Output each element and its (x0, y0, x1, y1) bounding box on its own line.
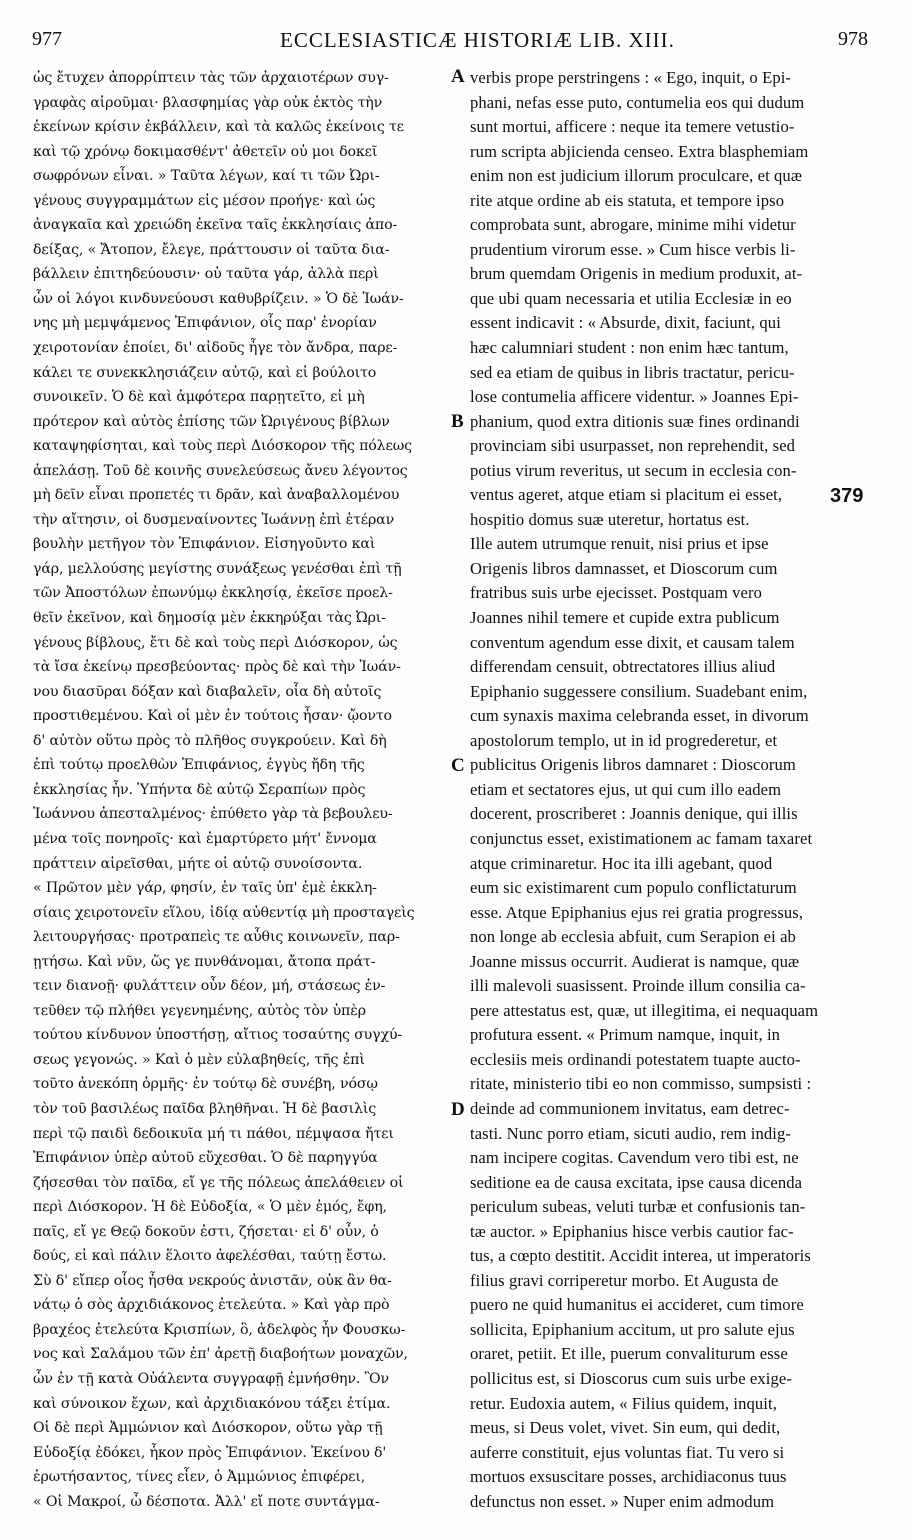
greek-text-line: γραφὰς αἱροῦμαι· βλασφημίας γὰρ οὐκ ἐκτὸς τὴν (33, 94, 383, 111)
latin-text-line: publicitus Origenis libros damnaret : Dioscorum (470, 755, 796, 775)
latin-text-line: oraret, petiit. Et ille, puerum convaliturum esse (470, 1344, 788, 1364)
latin-text-line: sed ea etiam de quibus in libris tractatur, pericu- (470, 362, 795, 382)
greek-text-line: ἐρωτήσαντος, τίνες εἶεν, ὁ Ἀμμώνιος ἐπιφέρει, (33, 1469, 366, 1486)
latin-text-line: phanium, quod extra ditionis suæ fines ordinandi (470, 411, 800, 431)
greek-text-line: « Οἱ Μακροί, ὦ δέσποτα. Ἀλλ' εἴ ποτε συντάγμα- (33, 1493, 380, 1510)
greek-text-line: κάλει τε συνεκκλησιάζειν αὐτῷ, καὶ εἰ βούλοιτο (33, 364, 377, 381)
marginal-number: 379 (830, 485, 864, 507)
greek-text-line: ὡς ἔτυχεν ἀπορρίπτειν τὰς τῶν ἀρχαιοτέρων συγ- (33, 70, 389, 86)
latin-text-line: retur. Eudoxia autem, « Filius quidem, inquit, (470, 1393, 777, 1413)
greek-text-line: μὴ δεῖν εἶναι προπετές τι δρᾶν, καὶ ἀναβαλλομένου (33, 487, 400, 504)
greek-text-line: τούτου κίνδυνον ὑποστήσῃ, αἴτιος τοσαύτης συγχύ- (33, 1027, 403, 1044)
section-marker-b: B (451, 411, 464, 432)
greek-text-line: ἀπελάσῃ. Τοῦ δὲ κοινῆς συνελεύσεως ἄνευ λέγοντος (33, 462, 408, 479)
latin-text-line: apostolorum templo, ut in id progrederetur, et (470, 730, 778, 750)
latin-text-line: docerent, proscriberet : Joannis denique, qui illis (470, 804, 798, 824)
greek-text-line: ῃτήσω. Καὶ νῦν, ὥς γε πυνθάνομαι, ἄτοπα πράτ- (33, 953, 376, 970)
latin-text-line: essent indicavit : « Absurde, dixit, faciunt, qui (470, 313, 781, 333)
latin-text-line: conventum agendum esse dixit, et causam talem (470, 632, 795, 652)
greek-text-line: δείξας, « Ἄτοπον, ἔλεγε, πράττουσιν οἱ ταῦτα δια- (33, 241, 390, 258)
running-header (0, 28, 910, 58)
greek-text-line: τὸν τοῦ βασιλέως παῖδα βληθῆναι. Ἡ δὲ βασιλὶς (33, 1100, 377, 1117)
greek-text-line: πράττειν αἱρεῖσθαι, μήτε οἱ αὐτῷ συνοίσοντα. (33, 855, 363, 872)
latin-text-line: prudentium virorum esse. » Cum hisce verbis li- (470, 239, 796, 259)
latin-text-line: seditione ea de causa excitata, ipse causa dicenda (470, 1172, 803, 1192)
section-marker-c: C (451, 755, 465, 776)
greek-text-line: νου διασῦραι δόξαν καὶ διαβαλεῖν, οἷα δὴ αὐτοῖς (33, 683, 382, 700)
greek-text-line: περὶ Διόσκορον. Ἡ δὲ Εὐδοξία, « Ὁ μὲν ἐμός, ἔφη, (33, 1199, 387, 1216)
latin-text-line: ritate, ministerio tibi eo non commisso, sumpsisti : (470, 1074, 812, 1094)
greek-text-line: Οἱ δὲ περὶ Ἀμμώνιον καὶ Διόσκορον, οὕτω γὰρ τῇ (33, 1420, 383, 1437)
latin-text-line: provinciam sibi usurpasset, non reprehendit, sed (470, 436, 796, 456)
latin-text-line: differendam censuit, obtrectatores illius aliud (470, 657, 776, 677)
latin-text-line: Joannes nihil temere et cupide extra publicum (470, 608, 780, 628)
latin-text-line: nam incipere cogitas. Cavendum vero tibi est, ne (470, 1148, 799, 1168)
latin-text-line: tus, a cœpto destitit. Accidit interea, ut imperatoris (470, 1246, 811, 1266)
greek-text-line: δούς, εἰ καὶ πάλιν ἕλοιτο ἀφελέσθαι, ταύτῃ ἔστω. (33, 1248, 387, 1265)
page-number-left: 977 (32, 28, 62, 50)
latin-text-line: pollicitus est, si Dioscorus cum suis urbe exige- (470, 1368, 792, 1388)
latin-text-line: hospitio domus suæ uteretur, hortatus est. (470, 509, 750, 529)
greek-text-line: δ' αὐτὸν οὕτω πρὸς τὸ πλῆθος συγκρούειν. Καὶ δὴ (33, 732, 387, 749)
page-number-right: 978 (838, 28, 868, 50)
greek-text-line: ἐπὶ τούτῳ προελθὼν Ἐπιφάνιος, ἐγγὺς ἤδη τῆς (33, 757, 365, 774)
greek-text-line: βάλλειν ἐπιτηδεύουσιν· οὐ ταῦτα γάρ, ἀλλὰ περὶ (33, 266, 379, 283)
greek-text-line: νος καὶ Σαλάμου τῶν ἐπ' ἀρετῇ διαβοήτων μοναχῶν, (33, 1346, 408, 1363)
greek-text-line: χειροτονίαν ἐποίει, δι' αἰδοῦς ἦγε τὸν ἄνδρα, παρε- (33, 340, 398, 357)
greek-text-line: σίαις χειροτονεῖν εἵλου, ἰδίᾳ αὐθεντίᾳ μὴ προσταγεὶς (33, 904, 415, 921)
latin-text-line: meus, si Deus volet, vivet. Sin eum, qui dedit, (470, 1418, 781, 1438)
greek-text-line: ὧν οἱ λόγοι κινδυνεύουσι καθυβρίζειν. » Ὁ δὲ Ἰωάν- (33, 290, 404, 307)
greek-text-line: νάτῳ ὁ σὸς ἀρχιδιάκονος ἐτελεύτα. » Καὶ γὰρ πρὸ (33, 1297, 390, 1314)
latin-text-line: deinde ad communionem invitatus, eam detrec- (470, 1098, 790, 1118)
latin-text-line: filius gravi corriperetur morbo. Et Augusta de (470, 1270, 779, 1290)
greek-text-line: μένα τοῖς πονηροῖς· καὶ ἐμαρτύρετο μήτ' ἔννομα (33, 830, 377, 847)
greek-text-line: καταψηφίσηται, καὶ τοὺς περὶ Διόσκορον τῆς πόλεως (33, 438, 412, 455)
greek-text-line: τειν διανοῇ· φυλάττειν οὖν δέον, μή, στάσεως ἐν- (33, 978, 386, 995)
latin-text-line: comprobata sunt, abrogare, minime mihi videtur (470, 215, 796, 235)
greek-text-line: βουλὴν μετῆγον τὸν Ἐπιφάνιον. Εἰσηγοῦντο καὶ (33, 536, 376, 553)
latin-text-line: non longe ab ecclesia abfuit, cum Serapion ei ab (470, 927, 796, 947)
greek-text-line: πρότερον καὶ αὐτὸς ἐπίσης τῶν Ὠριγένους βίβλων (33, 413, 390, 430)
latin-text-line: tæ auctor. » Epiphanius hisce verbis cautior fac- (470, 1221, 794, 1241)
greek-text-line: νης μὴ μεμψάμενος Ἐπιφάνιον, οἷς παρ' ἐνορίαν (33, 315, 377, 332)
greek-text-line: « Πρῶτον μὲν γάρ, φησίν, ἐν ταῖς ὑπ' ἐμὲ ἐκκλη- (33, 880, 377, 897)
greek-text-line: ἀναγκαῖα καὶ χρειώδη ἐκεῖνα ταῖς ἐκκλησίαις ἀπο- (33, 217, 398, 234)
greek-text-line: προστιθεμένου. Καὶ οἱ μὲν ἐν τούτοις ἦσαν· ᾤοντο (33, 708, 392, 725)
latin-text-line: pere attestatus est, quæ, ut illegitima, ei nequaquam (470, 1000, 819, 1020)
latin-text-line: Origenis libros damnasset, et Dioscorum cum (470, 558, 778, 578)
greek-text-line: Ἐπιφάνιον ὑπὲρ αὐτοῦ εὔχεσθαι. Ὁ δὲ παρηγγύα (33, 1150, 378, 1167)
greek-text-line: παῖς, εἴ γε Θεῷ δοκοῦν ἐστι, ζήσεται· εἰ δ' οὖν, ὁ (33, 1223, 379, 1240)
greek-text-line: σεως γεγονώς. » Καὶ ὁ μὲν εὐλαβηθείς, τῆς ἐπὶ (33, 1051, 365, 1068)
latin-text-line: defunctus non esset. » Nuper enim admodum (470, 1491, 775, 1511)
latin-text-line: cum synaxis maxima celebranda esset, in divorum (470, 706, 809, 726)
latin-text-line: enim non est judicium illorum proculcare, et quæ (470, 166, 802, 186)
greek-text-line: λειτουργήσας· προτραπεὶς τε αὖθις κοινωνεῖν, παρ- (33, 929, 400, 946)
greek-text-line: τὰ ἴσα ἐκείνῳ πρεσβεύοντας· πρὸς δὲ καὶ τὴν Ἰωάν- (33, 659, 401, 676)
greek-text-line: τῶν Ἀποστόλων ἐπωνύμῳ ἐκκλησίᾳ, ἐκεῖσε προελ- (33, 585, 393, 602)
greek-text-line: γένους συγγραμμάτων εἰς μέσον προήγε· καὶ ὡς (33, 192, 376, 209)
latin-text-line: eum sic existimarent cum populo conflictaturum (470, 878, 797, 898)
greek-text-line: γάρ, μελλούσης μεγίστης συνάξεως γενέσθαι ἐπὶ τῇ (33, 560, 402, 577)
running-title: ECCLESIASTICÆ HISTORIÆ LIB. XIII. (280, 28, 675, 52)
greek-text-line: βραχέος ἐτελεύτα Κρισπίων, ὃ, ἀδελφὸς ἦν Φουσκω- (33, 1321, 406, 1338)
latin-text-line: brum quemdam Origenis in medium produxit, at- (470, 264, 803, 284)
latin-text-line: rum scripta abjicienda censeo. Extra blasphemiam (470, 141, 809, 161)
latin-text-line: Ille autem utrumque renuit, nisi prius et ipse (470, 534, 769, 554)
greek-text-line: σωφρόνων εἶναι. » Ταῦτα λέγων, καί τι τῶν Ὠρι- (33, 168, 380, 185)
greek-text-line: ἐκκλησίας ἦν. Ὑπήντα δὲ αὐτῷ Σεραπίων πρὸς (33, 781, 366, 798)
latin-text-line: etiam et sectatores ejus, ut qui cum illo eadem (470, 779, 782, 799)
greek-text-line: συνοικεῖν. Ὁ δὲ καὶ ἀμφότερα παρῃτεῖτο, εἰ μὴ (33, 389, 365, 406)
greek-text-line: περὶ τῷ παιδὶ δεδοικυῖα μή τι πάθοι, πέμψασα ἤτει (33, 1125, 394, 1142)
latin-text-line: verbis prope perstringens : « Ego, inquit, o Epi- (470, 68, 792, 87)
greek-text-line: τοῦτο ἀνεκόπη ὁρμῆς· ἐν τούτῳ δὲ συνέβη, νόσῳ (33, 1076, 378, 1093)
latin-text-line: sunt mortui, afficere : neque ita temere vetustio- (470, 117, 795, 137)
latin-column (470, 66, 880, 1514)
latin-text-line: esse. Atque Epiphanius ejus rei gratia progressus, (470, 902, 804, 922)
latin-text-line: ventus ageret, atque etiam si placitum ei esset, (470, 485, 783, 505)
section-marker-d: D (451, 1099, 465, 1120)
greek-text-line: καὶ τῷ χρόνῳ δοκιμασθέντ' ἀθετεῖν οὐ μοι δοκεῖ (33, 143, 378, 160)
section-marker-a: A (451, 66, 465, 87)
latin-text-line: atque criminaretur. Hoc ita illi agebant, quod (470, 853, 773, 873)
latin-text-line: ecclesiis meis ordinandi potestatem tuapte aucto- (470, 1049, 801, 1069)
latin-text-line: potius virum reveritus, ut secum in ecclesia con- (470, 460, 797, 480)
latin-text-line: hæc calumniari student : non enim hæc tantum, (470, 338, 789, 358)
latin-text-line: phani, nefas esse puto, contumelia eos qui dudum (470, 92, 805, 112)
greek-text-line: ζήσεσθαι τὸν παῖδα, εἴ γε τῆς πόλεως ἀπελάθειεν οἱ (33, 1174, 404, 1191)
greek-text-line: Εὐδοξίᾳ ἐδόκει, ἧκον πρὸς Ἐπιφάνιον. Ἐκείνου δ' (33, 1444, 387, 1461)
latin-text-line: Joanne missus occurrit. Audierat is namque, quæ (470, 951, 800, 971)
latin-text-line: conjunctus esset, existimationem ac famam taxaret (470, 828, 813, 848)
greek-text-line: Ἰωάννου ἀπεσταλμένος· ἐπύθετο γὰρ τὰ βεβουλευ- (33, 806, 393, 823)
latin-text-line: Epiphanio suggessere consilium. Suadebant enim, (470, 681, 808, 701)
greek-text-line: καὶ σύνοικον ἔχων, καὶ ἀρχιδιακόνου τάξει ἐτίμα. (33, 1395, 391, 1412)
greek-column (33, 66, 448, 1514)
latin-text-line: auferre constituit, ejus voluntas fiat. Tu vero si (470, 1442, 785, 1462)
latin-text-line: que ubi quam necessaria et utilia Ecclesiæ in eo (470, 288, 792, 308)
greek-text-line: θεῖν ἐκεῖνον, καὶ δημοσίᾳ μὲν ἐκκηρύξαι τὰς Ὠρι- (33, 610, 386, 627)
latin-text-line: periculum subeas, veluti turbæ et confusionis tan- (470, 1197, 806, 1217)
latin-text-line: lose contumelia afficere videntur. » Joannes Epi- (470, 387, 799, 407)
greek-text-line: ὧν ἐν τῇ κατὰ Οὐάλεντα συγγραφῇ ἐμνήσθην. Ὃν (33, 1370, 389, 1387)
latin-text-line: rite atque ordine ab eis statuta, et tempore ipso (470, 190, 785, 210)
latin-text-line: mortuos exsuscitare posses, archidiaconus tuus (470, 1467, 787, 1487)
latin-text-line: puero ne quid humanitus ei accideret, cum timore (470, 1295, 804, 1315)
greek-text-line: Σὺ δ' εἴπερ οἷος ἦσθα νεκρούς ἀνιστᾶν, οὐκ ἂν θα- (33, 1272, 392, 1289)
greek-text-line: τὴν αἴτησιν, οἱ δυσμεναίνοντες Ἰωάννῃ ἐπὶ ἑτέραν (33, 511, 395, 528)
latin-text-line: tasti. Nunc porro etiam, sicuti audio, rem indig- (470, 1123, 792, 1143)
greek-text-line: ἐκείνων κρίσιν ἐκβάλλειν, καὶ τὰ καλῶς ἐκείνοις τε (33, 119, 404, 136)
latin-text-line: sollicita, Epiphanium accitum, ut pro salute ejus (470, 1319, 795, 1339)
latin-text-line: fratribus suis urbe ejecisset. Postquam vero (470, 583, 762, 603)
greek-text-line: τεῦθεν τῷ πλήθει γεγενημένης, αὐτὸς τὸν ὑπὲρ (33, 1002, 366, 1019)
latin-text-line: illi malevoli suasissent. Proinde illum consilia ca- (470, 976, 806, 996)
latin-text-line: profutura essent. « Primum namque, inquit, in (470, 1025, 781, 1045)
greek-text-line: γένους βίβλους, ἔτι δὲ καὶ τοὺς περὶ Διόσκορον, ὡς (33, 634, 398, 651)
